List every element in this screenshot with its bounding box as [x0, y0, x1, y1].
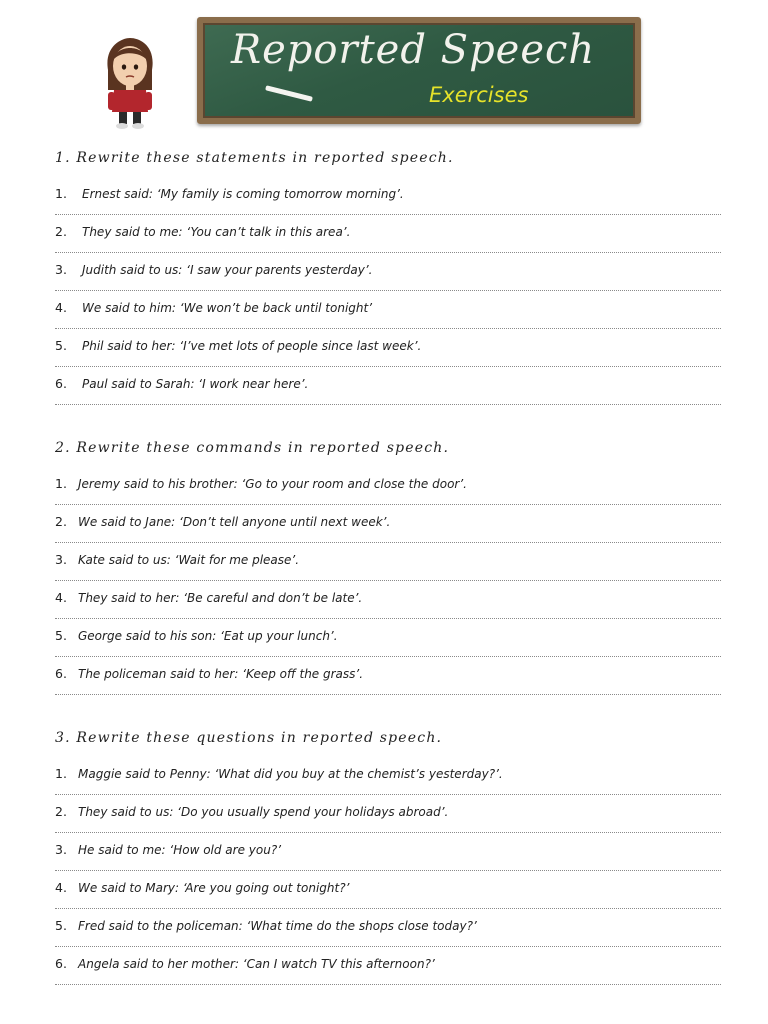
item-text: We said to Jane: ‘Don’t tell anyone until next week’. — [78, 515, 391, 529]
exercise-item — [0, 513, 768, 551]
answer-line[interactable] — [55, 328, 721, 329]
exercise-item — [0, 803, 768, 841]
item-number: 2. — [55, 224, 67, 239]
answer-line[interactable] — [55, 580, 721, 581]
item-text: We said to him: ‘We won’t be back until tonight’ — [82, 301, 373, 315]
item-text: They said to her: ‘Be careful and don’t be late’. — [78, 591, 363, 605]
answer-line[interactable] — [55, 618, 721, 619]
item-number: 3. — [55, 552, 67, 567]
section-title: 2. Rewrite these commands in reported speech. — [55, 440, 450, 456]
exercise-item — [0, 261, 768, 299]
item-text: George said to his son: ‘Eat up your lunch’. — [78, 629, 338, 643]
exercise-item — [0, 955, 768, 993]
item-number: 1. — [55, 476, 67, 491]
item-text: He said to me: ‘How old are you?’ — [78, 843, 282, 857]
answer-line[interactable] — [55, 946, 721, 947]
answer-line[interactable] — [55, 504, 721, 505]
item-text: Phil said to her: ‘I’ve met lots of people since last week’. — [82, 339, 422, 353]
item-text: We said to Mary: ‘Are you going out tonight?’ — [78, 881, 350, 895]
answer-line[interactable] — [55, 252, 721, 253]
answer-line[interactable] — [55, 366, 721, 367]
item-number: 2. — [55, 514, 67, 529]
exercise-item — [0, 917, 768, 955]
exercise-item — [0, 665, 768, 703]
page-subtitle: Exercises — [429, 83, 529, 107]
chalkboard-banner — [197, 17, 641, 124]
item-number: 3. — [55, 842, 67, 857]
section-title: 3. Rewrite these questions in reported speech. — [55, 730, 443, 746]
answer-line[interactable] — [55, 908, 721, 909]
answer-line[interactable] — [55, 214, 721, 215]
exercise-item — [0, 551, 768, 589]
item-text: Judith said to us: ‘I saw your parents yesterday’. — [82, 263, 373, 277]
answer-line[interactable] — [55, 404, 721, 405]
item-text: Fred said to the policeman: ‘What time do the shops close today?’ — [78, 919, 477, 933]
page-title: Reported Speech — [231, 27, 596, 73]
item-text: They said to us: ‘Do you usually spend your holidays abroad’. — [78, 805, 449, 819]
answer-line[interactable] — [55, 542, 721, 543]
item-number: 6. — [55, 666, 67, 681]
answer-line[interactable] — [55, 694, 721, 695]
item-number: 6. — [55, 376, 67, 391]
answer-line[interactable] — [55, 290, 721, 291]
item-number: 3. — [55, 262, 67, 277]
exercise-item — [0, 223, 768, 261]
answer-line[interactable] — [55, 656, 721, 657]
item-number: 2. — [55, 804, 67, 819]
chalk-icon — [265, 85, 313, 101]
worksheet-header — [0, 0, 768, 140]
item-text: Kate said to us: ‘Wait for me please’. — [78, 553, 300, 567]
girl-illustration — [100, 36, 160, 130]
item-number: 5. — [55, 628, 67, 643]
item-text: They said to me: ‘You can’t talk in this area’. — [82, 225, 351, 239]
item-number: 1. — [55, 766, 67, 781]
exercise-item — [0, 337, 768, 375]
item-text: The policeman said to her: ‘Keep off the grass’. — [78, 667, 364, 681]
answer-line[interactable] — [55, 832, 721, 833]
exercise-item — [0, 765, 768, 803]
item-number: 4. — [55, 590, 67, 605]
item-text: Paul said to Sarah: ‘I work near here’. — [82, 377, 309, 391]
answer-line[interactable] — [55, 794, 721, 795]
exercise-item — [0, 299, 768, 337]
item-number: 1. — [55, 186, 67, 201]
item-number: 5. — [55, 918, 67, 933]
item-text: Jeremy said to his brother: ‘Go to your room and close the door’. — [78, 477, 467, 491]
item-number: 4. — [55, 300, 67, 315]
section-title: 1. Rewrite these statements in reported speech. — [55, 150, 454, 166]
item-text: Ernest said: ‘My family is coming tomorrow morning’. — [82, 187, 404, 201]
item-text: Maggie said to Penny: ‘What did you buy at the chemist’s yesterday?’. — [78, 767, 503, 781]
exercise-item — [0, 879, 768, 917]
exercise-item — [0, 627, 768, 665]
exercise-item — [0, 475, 768, 513]
answer-line[interactable] — [55, 984, 721, 985]
exercise-item — [0, 375, 768, 413]
answer-line[interactable] — [55, 870, 721, 871]
exercise-item — [0, 589, 768, 627]
exercise-item — [0, 185, 768, 223]
item-number: 6. — [55, 956, 67, 971]
item-number: 5. — [55, 338, 67, 353]
item-text: Angela said to her mother: ‘Can I watch TV this afternoon?’ — [78, 957, 435, 971]
item-number: 4. — [55, 880, 67, 895]
exercise-item — [0, 841, 768, 879]
